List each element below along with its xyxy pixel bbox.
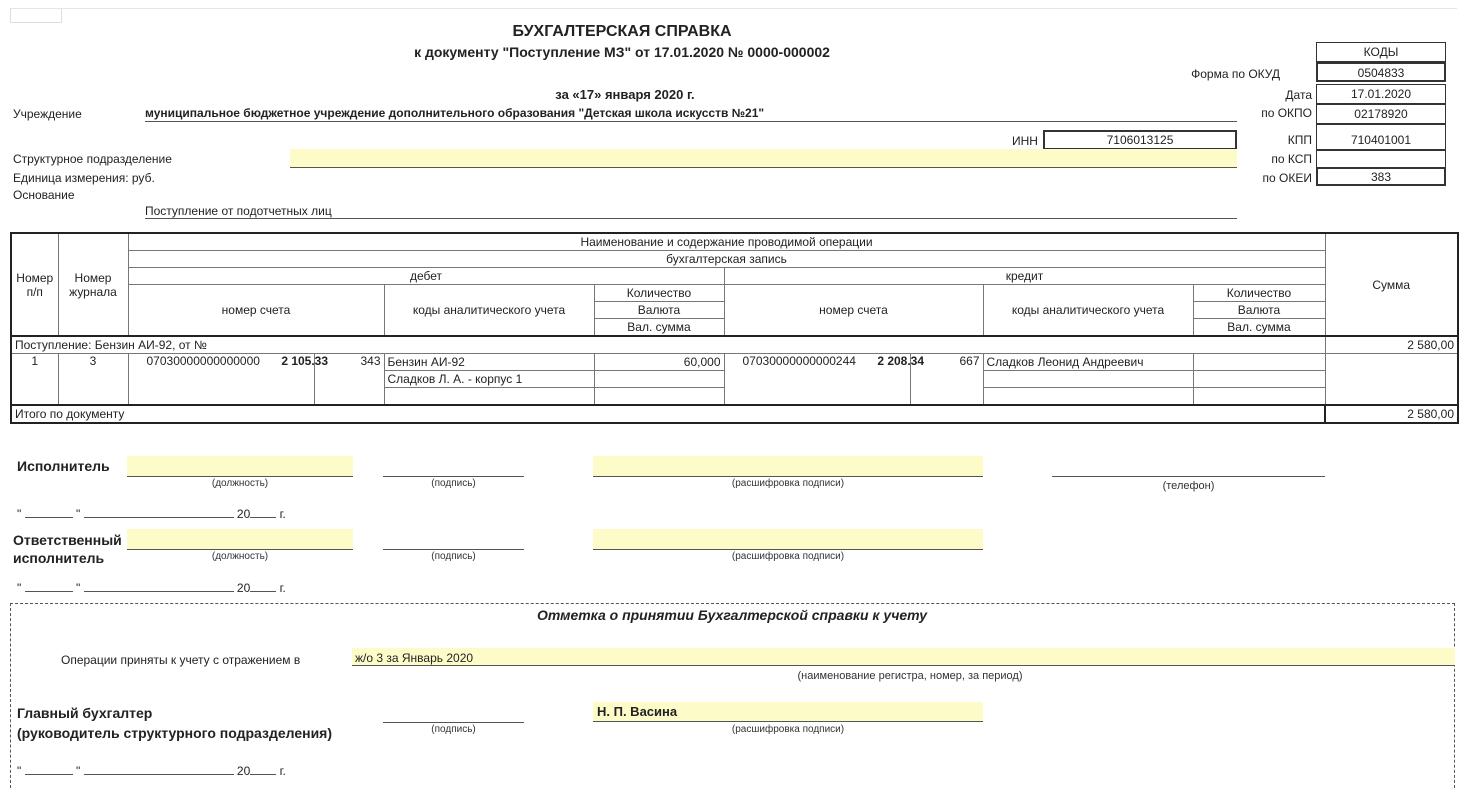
date-day-field[interactable] [25,505,73,518]
ksp-value[interactable] [1316,150,1446,168]
total-sum: 2 580,00 [1325,405,1458,423]
debit-kosgu: 343 [314,354,384,406]
responsible-position-field[interactable] [127,529,353,550]
executor-label: Исполнитель [17,458,110,474]
basis-label: Основание [13,188,75,202]
register-caption: (наименование регистра, номер, за период) [797,670,1023,682]
executor-phone-field[interactable] [1052,456,1325,477]
chief-sign-field[interactable] [383,702,524,723]
responsible-decode-caption: (расшифровка подписи) [731,551,845,562]
top-rule [10,8,1457,9]
responsible-label-line2: исполнитель [13,550,105,566]
row-credit-account [724,354,925,406]
debit-kbk: 2 105.33 [281,354,329,368]
entries-table [10,232,1459,424]
page-subtitle: к документу "Поступление МЗ" от 17.01.2020 № 0000-000002 [414,44,830,60]
date-value[interactable]: 17.01.2020 [1316,84,1446,104]
date-quote-open: " [17,507,22,521]
date-year-field[interactable] [250,505,276,518]
debit-valsum [594,388,724,406]
col-header-credit: кредит [724,268,1325,285]
chief-sign-caption: (подпись) [431,724,476,735]
date-month-field[interactable] [84,505,234,518]
date-day-field[interactable] [25,762,73,775]
chief-label-line2: (руководитель структурного подразделения) [17,725,332,741]
credit-analytic-3 [983,388,1193,406]
date-year-field[interactable] [250,762,276,775]
col-header-debit-valsum: Вал. сумма [594,319,724,337]
credit-kosgu: 667 [910,354,983,406]
col-header-debit-currency: Валюта [594,302,724,319]
inn-value[interactable]: 7106013125 [1043,130,1237,150]
group-sum: 2 580,00 [1325,336,1458,354]
division-field[interactable] [290,149,1237,168]
date-quote-close: " [75,507,81,521]
executor-position-caption: (должность) [211,478,269,489]
date-row-3 [17,762,286,778]
acceptance-title: Отметка о принятии Бухгалтерской справки к учету [536,607,928,623]
kpp-label: КПП [1287,133,1312,147]
date-year-suffix: г. [279,764,286,778]
col-header-debit-analytics: коды аналитического учета [384,285,594,337]
col-header-num: Номер п/п [11,233,58,336]
date-quote-close: " [75,764,81,778]
date-month-field[interactable] [84,762,234,775]
register-field[interactable]: ж/о 3 за Январь 2020 [352,648,1455,666]
okei-value[interactable]: 383 [1316,168,1446,186]
page-title: БУХГАЛТЕРСКАЯ СПРАВКА [512,23,732,40]
credit-analytic-1: Сладков Леонид Андреевич [983,354,1193,371]
division-label: Структурное подразделение [13,152,172,166]
date-line: за «17» января 2020 г. [555,87,695,102]
unit-label: Единица измерения: руб. [13,171,155,185]
col-header-debit-account: номер счета [128,285,384,337]
debit-analytic-3 [384,388,594,406]
credit-currency [1193,371,1325,388]
row-debit-account [128,354,329,406]
col-header-credit-valsum: Вал. сумма [1193,319,1325,337]
date-row-1 [17,505,286,521]
executor-decode-field[interactable] [593,456,983,477]
institution-value[interactable]: муниципальное бюджетное учреждение дополнительного образования "Детская школа искусств №21" [145,106,1237,122]
okud-label: Форма по ОКУД [1191,67,1280,81]
col-header-entry: бухгалтерская запись [128,251,1325,268]
responsible-label-line1: Ответственный [13,532,122,548]
debit-analytic-1: Бензин АИ-92 [384,354,594,371]
responsible-decode-field[interactable] [593,529,983,550]
col-header-operation: Наименование и содержание проводимой операции [128,233,1325,251]
date-month-field[interactable] [84,579,234,592]
okpo-value[interactable]: 02178920 [1316,104,1446,124]
credit-account-number: 07030000000000244 [742,354,856,368]
chief-decode-caption: (расшифровка подписи) [731,724,845,735]
debit-analytic-2: Сладков Л. А. - корпус 1 [384,371,594,388]
kpp-value[interactable]: 710401001 [1316,124,1446,150]
date-year-suffix: г. [279,507,286,521]
col-header-credit-qty: Количество [1193,285,1325,302]
ops-label: Операции приняты к учету с отражением в [61,653,301,667]
executor-sign-field[interactable] [383,456,524,477]
codes-header: КОДЫ [1316,42,1446,62]
chief-name-field[interactable]: Н. П. Васина [593,702,983,722]
date-quote-open: " [17,581,22,595]
group-row[interactable] [11,336,1458,354]
acceptance-section [10,603,1455,788]
date-year-field[interactable] [250,579,276,592]
credit-kbk: 2 208.34 [877,354,925,368]
row-num: 1 [11,354,58,406]
debit-account-number: 07030000000000000 [146,354,260,368]
date-quote-close: " [75,581,81,595]
date-year-prefix: 20 [236,507,251,521]
responsible-sign-caption: (подпись) [431,551,476,562]
total-row [11,405,1458,423]
executor-decode-caption: (расшифровка подписи) [731,478,845,489]
executor-position-field[interactable] [127,456,353,477]
okpo-label: по ОКПО [1261,106,1312,120]
institution-label: Учреждение [13,107,82,121]
table-row[interactable] [11,354,1458,371]
col-header-credit-currency: Валюта [1193,302,1325,319]
col-header-debit-qty: Количество [594,285,724,302]
debit-currency [594,371,724,388]
col-header-debit: дебет [128,268,724,285]
chief-label-line1: Главный бухгалтер [17,705,153,721]
col-header-credit-analytics: коды аналитического учета [983,285,1193,337]
date-year-suffix: г. [279,581,286,595]
okud-value[interactable]: 0504833 [1316,62,1446,82]
credit-qty [1193,354,1325,371]
executor-phone-caption: (телефон) [1162,480,1215,492]
group-label: Поступление: Бензин АИ-92, от № [11,336,1325,354]
inn-label: ИНН [1012,134,1038,148]
col-header-sum: Сумма [1325,233,1458,336]
ksp-label: по КСП [1271,152,1312,166]
row-journal: 3 [58,354,128,406]
responsible-sign-field[interactable] [383,529,524,550]
total-label: Итого по документу [11,405,1325,423]
date-quote-open: " [17,764,22,778]
col-header-journal: Номер журнала [58,233,128,336]
date-year-prefix: 20 [236,581,251,595]
date-row-2 [17,579,286,595]
debit-qty: 60,000 [594,354,724,371]
executor-sign-caption: (подпись) [431,478,476,489]
corner-tab [10,8,62,23]
date-day-field[interactable] [25,579,73,592]
basis-value[interactable]: Поступление от подотчетных лиц [145,204,1237,219]
responsible-position-caption: (должность) [211,551,269,562]
credit-analytic-2 [983,371,1193,388]
row-sum [1325,354,1458,406]
date-year-prefix: 20 [236,764,251,778]
col-header-credit-account: номер счета [724,285,983,337]
okei-label: по ОКЕИ [1262,171,1312,185]
credit-valsum [1193,388,1325,406]
date-label: Дата [1285,88,1312,102]
